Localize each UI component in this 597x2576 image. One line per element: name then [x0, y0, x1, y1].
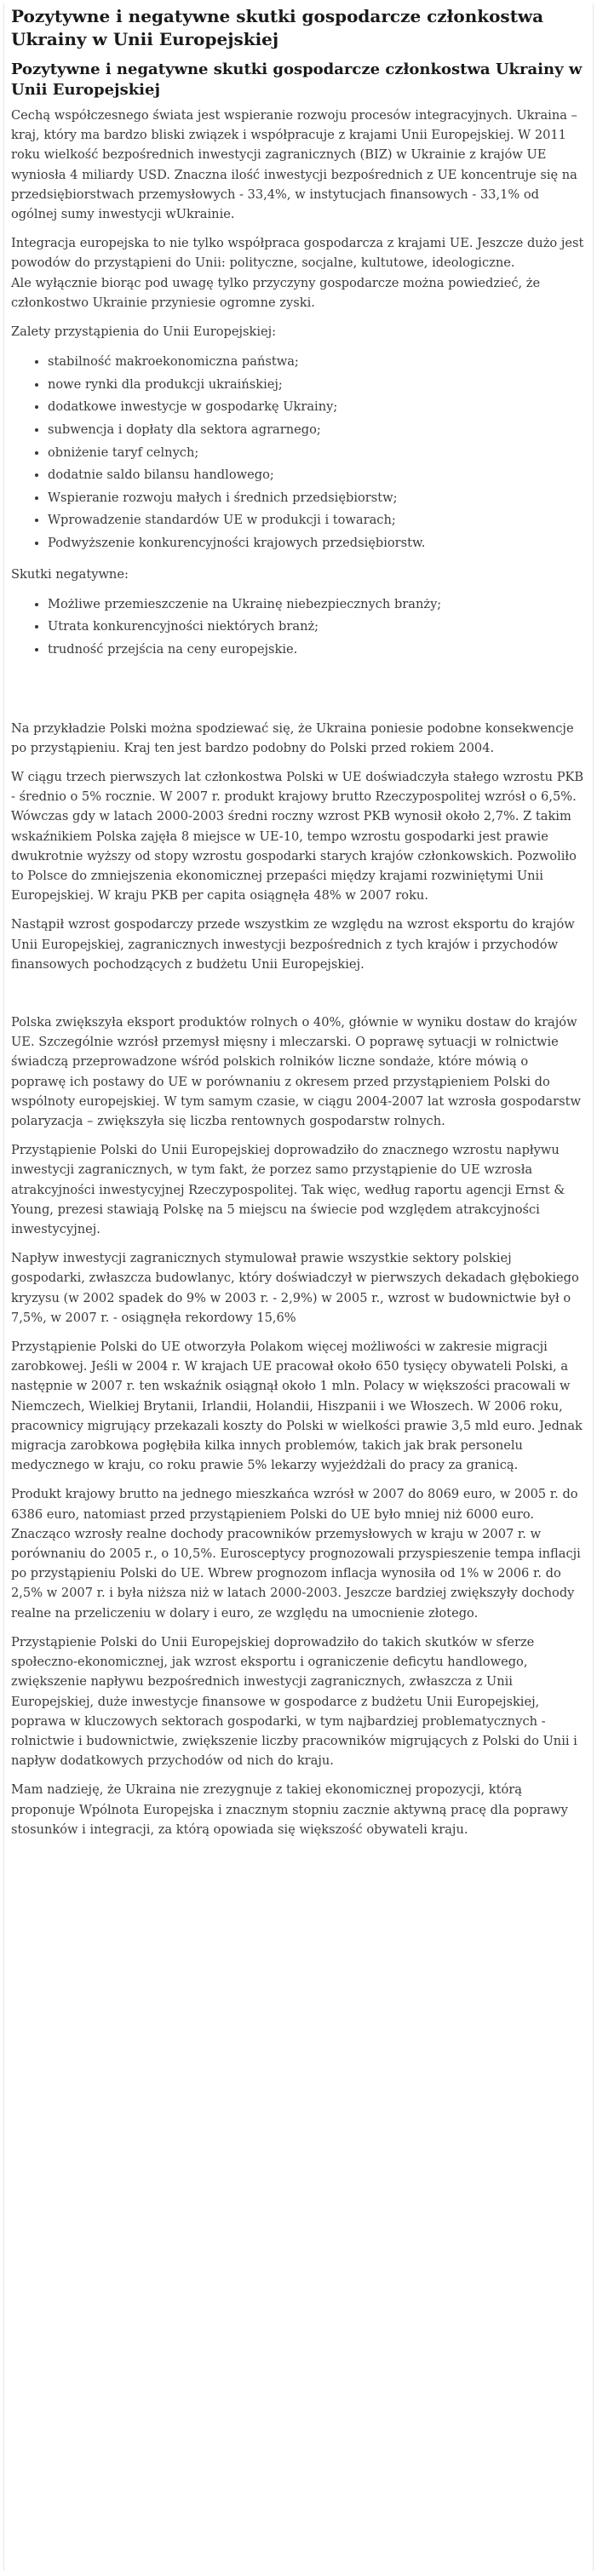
page-title: Pozytywne i negatywne skutki gospodarcze członkostwa Ukrainy w Unii Europejskiej [11, 6, 544, 49]
effects-paragraph: Przystąpienie Polski do Unii Europejskiej doprowadziło do takich skutków w sferze społeczno-ekonomicznej, jak wzrost eksportu i ograniczenie deficytu handlowego, zwiększenie napływu bezpośrednich inwestycji zagranicznych, zwłaszcza z Unii Europejskiej, duże inwestycje finansowe w gospodarce z budżetu Unii Europejskiej, poprawa w kluczowych sektorach gospodarki, w tym najbardziej problematycznych - rolnictwie i budownictwie, zwiększenie liczby pracowników migrujących z Polski do Unii i napływ dodatkowych przychodów od nich do kraju. [11, 1634, 577, 1769]
growth-paragraph: W ciągu trzech pierwszych lat członkostwa Polski w UE doświadczyła stałego wzrostu PKB - średnio o 5% rocznie. W 2007 r. produkt krajowy brutto Rzeczypospolitej wzrósł o 6,5%. Wówczas gdy w latach 2000-2003 średni roczny wzrost PKB wynosił około 2,7%. Z takim wskaźnikiem Polska zajęła 8 miejsce w UE-10, tempo wzrostu gospodarki jest prawie dwukrotnie wyższy od stopy wzrostu gospodarki starych krajów członkowskich. Pozwoliło to Polsce do zmniejszenia ekonomicznej przepaści między krajami rozwiniętymi Unii Europejskiej. W kraju PKB per capita osiągnęła 48% w 2007 roku. [11, 769, 584, 904]
growth-reasons-paragraph: Nastąpił wzrost gospodarczy przede wszystkim ze względu na wzrost eksportu do krajów Unii Europejskiej, zagranicznych inwestycji bezpośrednich z tych krajów i przychodów finansowych pochodzących z budżetu Unii Europejskiej. [11, 917, 575, 972]
list-item: • stabilność makroekonomiczna państwa; [48, 351, 586, 374]
list-item: • nowe rynki dla produkcji ukraińskiej; [48, 374, 586, 397]
income-paragraph: Produkt krajowy brutto na jednego mieszkańca wzrósł w 2007 do 8069 euro, w 2005 r. do 6386 euro, natomiast przed przystąpieniem Polski do UE było mniej niż 6000 euro. Znacząco wzrosły realne dochody pracowników przemysłowych w kraju w 2007 r. w porównaniu do 2005 r., o 10,5%. Eurosceptycy prognozowali przyspieszenie tempa inflacji po przystąpieniu Polski do UE. Wbrew prognozom inflacja wynosiła od 1% w 2006 r. do 2,5% w 2007 r. i była niższa niż w latach 2000-2003. Jeszcze bardziej zwiększyły dochody realne na przeliczeniu w dolary i euro, ze względu na umocnienie złotego. [11, 1487, 581, 1621]
conclusion-paragraph: Mam nadzieję, że Ukraina nie zrezygnuje z takiej ekonomicznej propozycji, którą proponuje Wpólnota Europejska i znacznym stopniu zacznie aktywną pracę dla poprawy stosunków i integracji, za którą opowiada się większość obywateli kraju. [11, 1782, 568, 1837]
list-item: • Wprowadzenie standardów UE w produkcji i towarach; [48, 509, 586, 532]
blank-space [11, 984, 586, 1013]
list-item: • trudność przejścia na ceny europejskie. [48, 639, 586, 662]
poland-intro-paragraph: Na przykładzie Polski można spodziewać się, że Ukraina poniesie podobne konsekwencje po przystąpieniu. Kraj ten jest bardzo podobny do Polski przed rokiem 2004. [11, 720, 574, 755]
intro-paragraph: Cechą współczesnego świata jest wspieranie rozwoju procesów integracyjnych. Ukraina – kraj, który ma bardzo bliski związek i współpracuje z krajami Unii Europejskiej. W 2011 roku wielkość bezpośrednich inwestycji zagranicznych (BIZ) w Ukrainie z krajów UE wyniosła 4 miliardy USD. Znaczna ilość inwestycji bezpośrednich z UE koncentruje się na przedsiębiorstwach przemysłowych - 33,4%, w instytucjach finansowych - 33,1% od ogólnej sumy inwestycji wUkrainie. [11, 108, 577, 222]
list-item: • obniżenie taryf celnych; [48, 442, 586, 465]
cons-list [11, 594, 586, 662]
article-heading: Pozytywne i negatywne skutki gospodarcze członkostwa Ukrainy w Unii Europejskiej [11, 60, 583, 99]
article-page [3, 3, 594, 2571]
list-item: • Utrata konkurencyjności niektórych branż; [48, 616, 586, 639]
migration-paragraph: Przystąpienie Polski do UE otworzyła Polakom więcej możliwości w zakresie migracji zarobkowej. Jeśli w 2004 r. W krajach UE pracował około 650 tysięcy obywateli Polski, a następnie w 2007 r. ten wskaźnik osiągnął około 1 mln. Polacy w większości pracowali w Niemczech, Wielkiej Brytanii, Irlandii, Holandii, Hiszpanii i we Włoszech. W 2006 roku, pracownicy migrujący przekazali koszty do Polski w wielkości prawie 3,5 mld euro. Jednak migracja zarobkowa pogłębiła kilka innych problemów, takich jak brak personelu medycznego w kraju, co roku prawie 5% lekarzy wyjeżdżali do pracy za granicą. [11, 1340, 583, 1473]
list-item: • subwencja i dopłaty dla sektora agrarnego; [48, 419, 586, 442]
list-item: • Możliwe przemieszczenie na Ukrainę niebezpiecznych branży; [48, 594, 586, 617]
construction-paragraph: Napływ inwestycji zagranicznych stymulował prawie wszystkie sektory polskiej gospodarki, zwłaszcza budowlanyc, który doświadczył w pierwszych dekadach głębokiego kryzysu (w 2002 spadek do 9% w 2003 r. - 2,9%) w 2005 r., wzrost w budownictwie był o 7,5%, w 2007 r. - osiągnęła rekordowy 15,6% [11, 1251, 579, 1325]
pros-list [11, 351, 586, 554]
agriculture-paragraph: Polska zwiększyła eksport produktów rolnych o 40%, głównie w wyniku dostaw do krajów UE. Szczególnie wzrósł przemysł mięsny i mleczarski. O poprawę sytuacji w rolnictwie świadczą przeprowadzone wśród polskich rolników liczne sondaże, które mówią o poprawę ich postawy do UE w porównaniu z okresem przed przystąpieniem Polski do wspólnoty europejskiej. W tym samym czasie, w ciągu 2004-2007 lat wzrosła gospodarstw polaryzacja – zwiększyła się liczba rentownych gospodarstw rolnych. [11, 1015, 581, 1129]
cons-heading: Skutki negatywne: [11, 566, 129, 582]
pros-heading: Zalety przystąpienia do Unii Europejskiej: [11, 324, 277, 340]
list-item: • Wspieranie rozwoju małych i średnich przedsiębiorstw; [48, 487, 586, 510]
list-item: • Podwyższenie konkurencyjności krajowych przedsiębiorstw. [48, 532, 586, 555]
list-item: • dodatkowe inwestycje w gospodarkę Ukrainy; [48, 396, 586, 419]
list-item: • dodatnie saldo bilansu handlowego; [48, 464, 586, 487]
integration-paragraph-1: Integracja europejska to nie tylko współpraca gospodarcza z krajami UE. Jeszcze dużo jest powodów do przystąpieni do Unii: polityczne, socjalne, kultutowe, ideologiczne. [11, 236, 584, 271]
investment-paragraph: Przystąpienie Polski do Unii Europejskiej doprowadziło do znacznego wzrostu napływu inwestycji zagranicznych, w tym fakt, że porzez samo przystąpienie do UE wzrosła atrakcyjności inwestycyjnej Rzeczypospolitej. Tak więc, według raportu agencji Ernst & Young, prezesi stawiają Polskę na 5 miejscu na świecie pod względem atrakcyjności inwestycyjnej. [11, 1143, 565, 1237]
integration-paragraph-2: Ale wyłącznie biorąc pod uwagę tylko przyczyny gospodarcze można powiedzieć, że członkostwo Ukrainie przyniesie ogromne zyski. [11, 275, 541, 310]
blank-space [11, 671, 586, 719]
